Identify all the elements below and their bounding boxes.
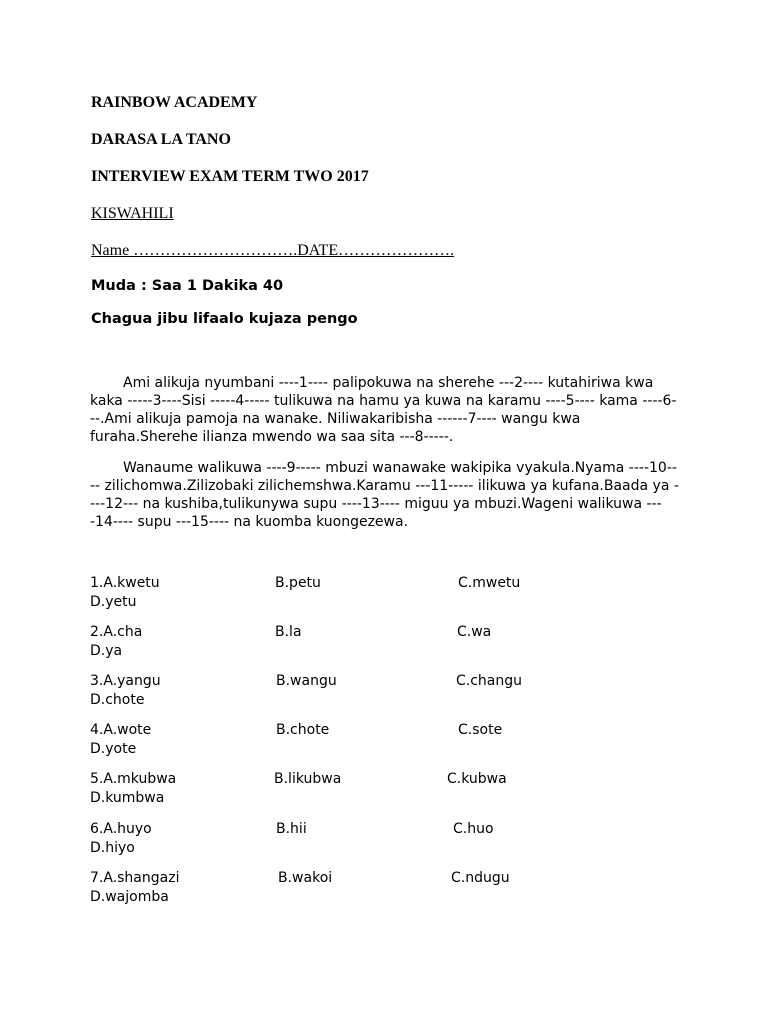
option-b: B.la xyxy=(275,624,302,640)
question-5 xyxy=(90,771,690,809)
option-d: D.chote xyxy=(90,692,145,708)
option-d: D.ya xyxy=(90,643,123,659)
name-date-line: Name ………………………….DATE…………………. xyxy=(91,242,455,259)
question-2 xyxy=(90,624,690,662)
question-4 xyxy=(90,722,690,760)
instruction: Chagua jibu lifaalo kujaza pengo xyxy=(91,311,358,327)
option-a: 2.A.cha xyxy=(90,624,143,640)
question-3 xyxy=(90,673,690,711)
option-c: C.kubwa xyxy=(447,771,507,787)
question-6 xyxy=(90,821,690,859)
option-c: C.ndugu xyxy=(451,870,510,886)
option-b: B.likubwa xyxy=(274,771,342,787)
question-7 xyxy=(90,870,690,908)
subject-title: KISWAHILI xyxy=(91,205,174,222)
option-a: 1.A.kwetu xyxy=(90,575,160,591)
option-c: C.changu xyxy=(456,673,523,689)
option-c: C.mwetu xyxy=(458,575,521,591)
option-d: D.yetu xyxy=(90,594,137,610)
option-b: B.hii xyxy=(276,821,307,837)
option-d: D.wajomba xyxy=(90,889,169,905)
option-a: 4.A.wote xyxy=(90,722,152,738)
school-name: RAINBOW ACADEMY xyxy=(91,94,258,111)
option-a: 5.A.mkubwa xyxy=(90,771,177,787)
option-c: C.sote xyxy=(458,722,503,738)
passage-paragraph-1: Ami alikuja nyumbani ----1---- palipokuwa na sherehe ---2---- kutahiriwa kwa kaka -----3----Sisi -----4----- tulikuwa na hamu ya kuwa na karamu ----5---- kama ----6---.Ami alikuja pamoja na wanake. Niliwakaribisha ------7---- wangu kwa furaha.Sherehe ilianza mwendo wa saa sita ---8-----. xyxy=(90,375,677,445)
option-a: 6.A.huyo xyxy=(90,821,152,837)
option-a: 7.A.shangazi xyxy=(90,870,180,886)
passage-paragraph-2: Wanaume walikuwa ----9----- mbuzi wanawake wakipika vyakula.Nyama ----10---- zilichomwa.Zilizobaki zilichemshwa.Karamu ---11----- ilikuwa ya kufana.Baada ya ----12--- na kushiba,tulikunywa supu ----13---- miguu ya mbuzi.Wageni walikuwa ----14---- supu ---15---- na kuomba kuongezewa. xyxy=(90,460,679,530)
time-allowed: Muda : Saa 1 Dakika 40 xyxy=(91,278,284,294)
exam-title: INTERVIEW EXAM TERM TWO 2017 xyxy=(91,168,369,185)
option-b: B.petu xyxy=(275,575,321,591)
class-name: DARASA LA TANO xyxy=(91,131,231,148)
option-b: B.chote xyxy=(276,722,330,738)
option-d: D.hiyo xyxy=(90,840,135,856)
option-a: 3.A.yangu xyxy=(90,673,161,689)
option-d: D.kumbwa xyxy=(90,790,165,806)
question-1 xyxy=(90,575,690,613)
option-b: B.wangu xyxy=(276,673,337,689)
option-b: B.wakoi xyxy=(278,870,333,886)
option-d: D.yote xyxy=(90,741,137,757)
option-c: C.huo xyxy=(453,821,494,837)
option-c: C.wa xyxy=(457,624,492,640)
